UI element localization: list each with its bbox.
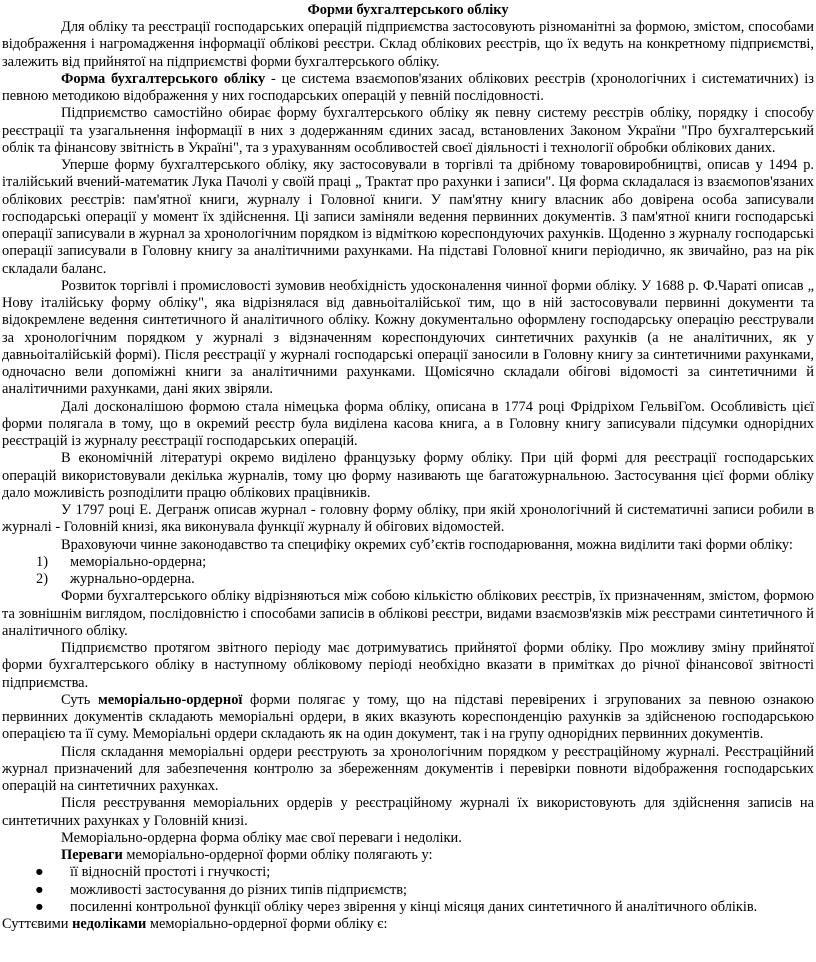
advantages-intro-paragraph (2, 847, 814, 864)
advantages-intro-text: меморіально-ордерної форми обліку полягають у: (122, 847, 433, 863)
advantages-term: Переваги (61, 847, 123, 863)
disadvantages-prefix: Суттєвими (2, 916, 73, 932)
essence-prefix: Суть (61, 691, 98, 708)
essence-text: форми полягає у тому, що на підставі перевірених і згрупованих за певною ознакою первинних документів складають меморіальні ордери, в яких вказують кореспонденцію рахунків за здійсненою господарською операцією та її суму. Меморіальні ордери складають як на один документ, так і на групу однорідних первинних документів. (2, 691, 814, 743)
bullet-icon: ● (35, 881, 44, 898)
forms-intro-paragraph: Враховуючи чинне законодавство та специфіку окремих суб’єктів господарювання, можна виділити такі форми обліку: (61, 536, 793, 553)
list-number: 2) (36, 571, 48, 587)
advantage-list-item (2, 864, 814, 881)
pacioli-paragraph: Уперше форму бухгалтерського обліку, яку застосовували в торгівлі та дрібному товаровиробництві, описав у 1494 р. італійський вчений-математик Лука Пачолі у своїй праці „ Трактат про рахунки і записи". Ця форма складалася із взаємопов'язаних облікових реєстрів: пам'ятної книги, журналу і Головної книги. У пам'ятну книгу власник або довірена особа записували господарські операції у момент їх здійснення. Ці записи заміняли ведення первинних документів. З пам'ятної книги господарські операції записували в журнал за хронологічним порядком із відміткою кореспондуючих рахунків. Щоденно з журналу господарські операції записували в Головну книгу за аналітичними рахунками. На підставі Головної книги періодично, як звичайно, раз на рік складали баланс. (2, 157, 814, 277)
disadvantages-term: недоліками (72, 916, 147, 932)
intro-paragraph: Для обліку та реєстрації господарських операцій підприємства застосовують різноманітні за формою, змістом, способами відображення і нагромадження інформації облікові реєстри. Склад облікових реєстрів, що їх ведуть на конкретному підприємстві, залежить від прийнятої на підприємстві форми бухгалтерського обліку. (2, 19, 814, 70)
definition-term: Форма бухгалтерського обліку (61, 70, 266, 87)
list-number: 1) (36, 553, 48, 570)
degrange-paragraph: У 1797 році Е. Дегранж описав журнал - головну форму обліку, при якій хронологічний й систематичні записи робили в журналі - Головній книзі, яка виконувала функції журналу й обігових відомостей. (2, 502, 814, 536)
french-form-paragraph: В економічній літературі окремо виділено французьку форму обліку. При цій формі для реєстрації господарських операцій використовували декілька журналів, тому цю форму називають ще багатожурнальною. Застосування цієї форми обліку дало можливість розподілити працю облікових працівників. (2, 450, 814, 501)
ledger-paragraph: Після реєстрування меморіальних ордерів у реєстраційному журналі їх використовують для здійснення записів на синтетичних рахунках у Головній книзі. (2, 795, 814, 829)
italian-form-paragraph: Розвиток торгівлі і промисловості зумовив необхідність удосконалення чинної форми обліку. У 1688 р. Ф.Чараті описав „ Нову італійську форму обліку", яка відрізнялася від давньоіталійської тим, що в ній застосовували первинні документи та відокремлене ведення синтетичного й аналітичного обліку. Кожну документально оформлену господарську операцію реєстрували за хронологічним порядком у журналі з відзначенням кореспондуючих синтетичних рахунків (а не аналітичних, як у давньоіталійській формі). Після реєстрації у журналі господарські операції заносили в Головну книгу за синтетичними рахунками, одночасно вели допоміжні книги за аналітичними рахунками. Щомісячно складали обігові відомості за синтетичними й аналітичними рахунками, дані яких звіряли. (2, 277, 814, 398)
list-item-text: посиленні контрольної функції обліку через звірення у кінці місяця даних синтетичного й аналітичного обліків. (70, 898, 758, 915)
choice-paragraph: Підприємство самостійно обирає форму бухгалтерського обліку як певну систему реєстрів обліку, порядку і способу реєстрації та узагальнення інформації в них з додержанням єдиних засад, встановлених Законом України "Про бухгалтерський облік та фінансову звітність в Україні", та з урахуванням особливостей своєї діяльності і технології обробки облікових даних. (2, 105, 814, 156)
document-title: Форми бухгалтерського обліку (307, 2, 509, 18)
list-item-text: меморіально-ордерна; (70, 553, 207, 570)
memorial-essence-paragraph (2, 692, 814, 744)
disadvantages-intro-text: меморіально-ордерної форми обліку є: (146, 916, 388, 932)
german-form-paragraph: Далі досконалішою формою стала німецька форма обліку, описана в 1774 році Фрідріхом ГельвіГом. Особливість цієї форми полягала в тому, що в окремий реєстр була виділена касова книга, а в Головну книгу записували підсумки однорідних реєстрацій із журналу реєстрації господарських операцій. (2, 398, 814, 449)
essence-term: меморіально-ордерної (97, 691, 243, 708)
list-item-text: журнально-ордерна. (70, 571, 195, 587)
advantage-list-item (2, 899, 814, 916)
registration-paragraph: Після складання меморіальні ордери реєструють за хронологічним порядком у реєстраційному журналі. Реєстраційний журнал призначений для забезпечення контролю за збереженням документів і перевірки повноти відображення господарських операцій на синтетичних рахунках. (2, 743, 814, 794)
bullet-icon: ● (35, 898, 44, 915)
consistency-paragraph: Підприємство протягом звітного періоду має дотримуватись прийнятої форми обліку. Про можливу зміну прийнятої форми бухгалтерського обліку в наступному обліковому періоді необхідно вказати в примітках до річної фінансової звітності підприємства. (2, 640, 814, 691)
form-list-item (2, 571, 814, 588)
pros-cons-paragraph: Меморіально-ордерна форма обліку має свої переваги і недоліки. (61, 829, 462, 846)
list-item-text: її відносній простоті і гнучкості; (70, 864, 271, 881)
disadvantages-intro-paragraph (2, 916, 814, 933)
definition-text: - це система взаємопов'язаних облікових реєстрів (хронологічних і систематичних) із певною методикою відображення у них господарських операцій у певній послідовності. (2, 70, 814, 104)
definition-paragraph (2, 71, 814, 106)
differences-paragraph: Форми бухгалтерського обліку відрізняються між собою кількістю облікових реєстрів, їх призначенням, змістом, формою та зовнішнім виглядом, послідовністю і способами записів в облікові реєстри, видами взаємозв'язків між реєстрами синтетичного й аналітичного обліку. (2, 588, 814, 639)
list-item-text: можливості застосування до різних типів підприємств; (70, 881, 408, 898)
bullet-icon: ● (35, 864, 44, 881)
advantage-list-item (2, 882, 814, 899)
form-list-item (2, 554, 814, 571)
